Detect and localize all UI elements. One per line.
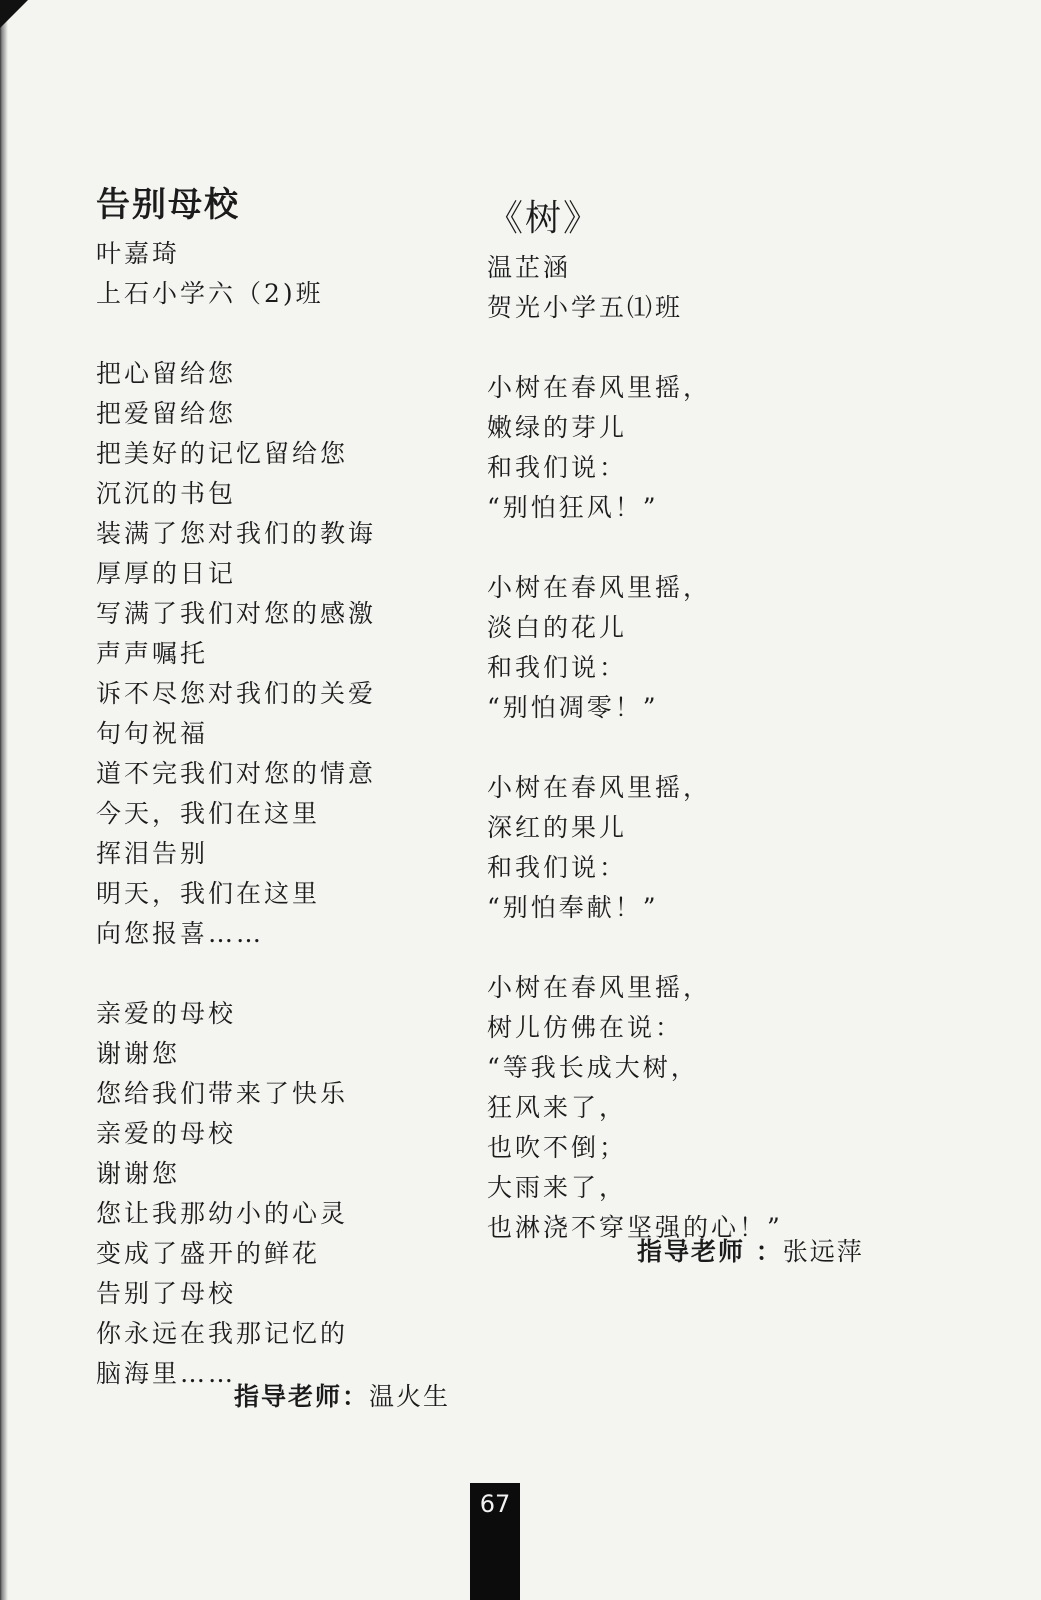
teacher-credit-left [234,1377,450,1417]
poem-line: 小树在春风里摇， [487,373,712,402]
poem-line: 大雨来了， [487,1173,628,1202]
page-number: 67 [470,1483,520,1600]
stanza-gap [487,328,927,368]
poem-line: 您让我那幼小的心灵 [96,1199,349,1228]
poem-line: 句句祝福 [96,719,209,748]
poem-stanza [487,768,927,928]
poem-line: 和我们说： [487,453,628,482]
teacher-credit-right [637,1232,864,1272]
teacher-role: 指导老师 ： [637,1237,783,1266]
poem-line: 明天，我们在这里 [96,879,321,908]
poem-line: 您给我们带来了快乐 [96,1079,349,1108]
poem-line: 今天，我们在这里 [96,799,321,828]
poem-line: “别怕凋零！” [487,693,659,722]
poem-line: 诉不尽您对我们的关爱 [96,679,377,708]
poem-line: 声声嘱托 [96,639,209,668]
poem-line: 小树在春风里摇， [487,773,712,802]
poem-line: “别怕奉献！” [487,893,659,922]
poem-line: 嫩绿的芽儿 [487,413,628,442]
poem-line: 把心留给您 [96,359,237,388]
poem-line: 亲爱的母校 [96,999,237,1028]
poem-line: 变成了盛开的鲜花 [96,1239,321,1268]
poem-line: 把爱留给您 [96,399,237,428]
poem-tree [487,193,927,1248]
poem-line: 小树在春风里摇， [487,973,712,1002]
poem-stanza [487,968,927,1248]
poem-line: 向您报喜…… [96,919,265,948]
poem-line: 写满了我们对您的感激 [96,599,377,628]
poem-stanza [96,354,516,954]
poem-line: 淡白的花儿 [487,613,628,642]
poem-line: 和我们说： [487,853,628,882]
poem-line: 也淋浇不穿坚强的心！” [487,1213,783,1242]
stanza-gap [96,314,516,354]
poem-line: 狂风来了， [487,1093,628,1122]
poem-line: 脑海里…… [96,1359,237,1388]
poem-line: 装满了您对我们的教诲 [96,519,377,548]
poem-line: 也吹不倒； [487,1133,628,1162]
poem-line: 把美好的记忆留给您 [96,439,349,468]
poem-line: “别怕狂风！” [487,493,659,522]
poem-author: 叶嘉琦 [96,239,181,268]
poem-line: 深红的果儿 [487,813,628,842]
poem-stanza [96,994,516,1394]
poem-line: 沉沉的书包 [96,479,237,508]
poem-line: 小树在春风里摇， [487,573,712,602]
poem-author: 温芷涵 [487,253,572,282]
poem-title: 《树》 [487,198,602,239]
poem-line: “等我长成大树， [487,1053,699,1082]
stanza-gap [487,928,927,968]
stanza-gap [96,954,516,994]
teacher-role: 指导老师： [234,1382,370,1411]
poem-farewell-school [96,180,516,1394]
scan-edge [0,0,8,1600]
poem-stanza [487,568,927,728]
poem-line: 你永远在我那记忆的 [96,1319,349,1348]
poem-line: 道不完我们对您的情意 [96,759,377,788]
poem-stanza [487,368,927,528]
poem-line: 谢谢您 [96,1039,181,1068]
poem-line: 告别了母校 [96,1279,237,1308]
stanza-gap [487,528,927,568]
poem-school: 上石小学六（2)班 [96,279,324,308]
poem-line: 和我们说： [487,653,628,682]
poem-line: 挥泪告别 [96,839,209,868]
poem-line: 亲爱的母校 [96,1119,237,1148]
stanza-gap [487,728,927,768]
teacher-name: 温火生 [369,1382,451,1411]
corner-mark [0,0,28,28]
poem-line: 厚厚的日记 [96,559,237,588]
teacher-name: 张远萍 [782,1237,864,1266]
poem-line: 谢谢您 [96,1159,181,1188]
poem-line: 树儿仿佛在说： [487,1013,684,1042]
poem-school: 贺光小学五⑴班 [487,293,684,322]
poem-title: 告别母校 [96,185,240,225]
